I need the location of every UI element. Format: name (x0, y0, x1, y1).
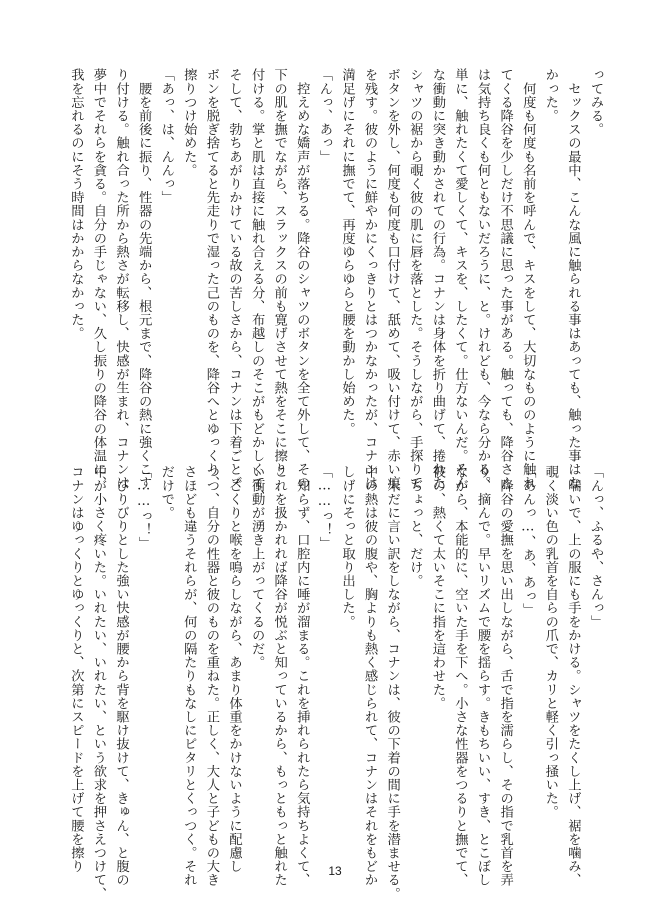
lower-text-line: 降谷の愛撫を思い出しながら、舌で指を濡らし、その指で乳首を弄 (497, 465, 513, 887)
lower-text-line: い衝動が湧き上がってくるのだ。 (249, 465, 265, 669)
upper-text-line: ボンを脱ぎ捨てると先走りで湿った己のものを、降谷へとゆっくり、 (203, 68, 219, 490)
upper-text-line: は気持ち良くも何ともないだろうに、と。けれども、今なら分かる。 (475, 68, 491, 490)
upper-text-line: ってみる。 (588, 68, 603, 136)
upper-text-line: 夢中でそれらを貪る。自分の手じゃない、久し振りの降谷の体温に、 (90, 68, 106, 490)
lower-text-line: 覗く淡い色の乳首を自らの爪で、カリと軽く引っ掻いた。 (542, 465, 558, 819)
lower-text-line: 中の熱は彼の腹や、胸よりも熱く感じられて、コナンはそれをもどか (362, 465, 378, 887)
upper-text-line: シャツの裾から覗く彼の肌に唇を落とした。そうしながら、手探りで (407, 68, 423, 490)
upper-text-line: 単に、触れたくて愛しくて、キスを、したくて。仕方ないんだ。そん (452, 68, 468, 490)
upper-text-line: 何度も何度も名前を呼んで、キスをして、大切なもののように触れ (520, 68, 536, 490)
lower-text-line: びりびりとした強い快感が腰から背を駆け抜けて、きゅん、と腹の (113, 465, 129, 887)
lower-text-line: り、摘んで。早いリズムで腰を揺らす。きもちいい、すき、とこぼし (475, 465, 491, 887)
lower-text-line: 彼の、熱くて太いそこに指を這わせた。 (429, 465, 445, 710)
upper-text-line: 控えめな嬌声が落ちる。降谷のシャツのボタンを全て外して、その (294, 68, 310, 490)
upper-text-line: 下の肌を撫でながら、スラックスの前も寛げさせて熱をそこに擦り (271, 68, 287, 476)
lower-text-line: 「あんっ…、あ、あっ」 (520, 465, 536, 617)
lower-text-line: コナンはゆっくりとゆっくりと、次第にスピードを上げて腰を擦り (68, 465, 84, 873)
upper-text-line: 付ける。掌と肌は直接に触れ合える分、布越しのそこがもどかしくて、 (249, 68, 265, 504)
upper-text-line: かった。 (542, 68, 558, 123)
upper-text-line: セックスの最中、こんな風に触られる事はあっても、触った事はな (565, 68, 581, 490)
lower-text-line: ごくりと喉を鳴らしながら、あまり体重をかけないように配慮し (226, 465, 242, 873)
upper-text-line: を残す。彼のように鮮やかにくっきりとはつかなかったが、コナンは (362, 68, 378, 490)
upper-text-line: な衝動に突き動かされての行為。コナンは身体を折り曲げて、捲れた (429, 68, 445, 490)
lower-text-line: 未だに言い訳をしながら、コナンは、彼の下着の間に手を潜ませる。 (384, 465, 400, 900)
lower-text-line: 「……っ！」 (316, 465, 332, 550)
upper-text-line: ボタンを外し、何度も何度も口付けて、舐めて、吸い付けて、赤い痕 (384, 68, 400, 490)
lower-text-line: ながら、本能的に、空いた手を下へ。小さな性器をつるりと撫でて、 (452, 465, 468, 887)
lower-text-line: 「んっ、ふるや、さんっ」 (588, 465, 603, 629)
lower-text-line: これを扱かれれば降谷が悦ぶと知っているから、もっともっと触れた (271, 465, 287, 887)
lower-text-line: 知らず、口腔内に唾が溜まる。これを挿れられたら気持ちよくて、 (294, 465, 310, 887)
page-number: 13 (328, 864, 342, 878)
lower-text-line: さほども違うそれらが、何の隔たりもなしにピタリとくっつく。それ (181, 465, 197, 887)
upper-text-line: 満足げにそれに撫でて、再度ゆらゆらと腰を動かし始めた。 (339, 68, 355, 436)
lower-text-line: しげにそっと取り出した。 (339, 465, 355, 629)
lower-text-line: つつ、自分の性器と彼のものを重ねた。正しく、大人と子どもの大き (203, 465, 219, 887)
lower-text-line: 中が小さく疼いた。いれたい、いれたい、という欲求を押さえつけて、 (90, 465, 106, 900)
lower-text-line: だけで。 (158, 465, 174, 520)
lower-text-line: 「……っ！」 (136, 465, 152, 550)
upper-text-line: 擦りつけ始めた。 (181, 68, 197, 177)
upper-text-line: 「あっ、は、んんっ」 (158, 68, 174, 204)
upper-text-line: 我を忘れるのにそう時間はかからなかった。 (68, 68, 84, 340)
lower-text-line: 喘いで、上の服にも手をかける。シャツをたくし上げ、裾を噛み、 (565, 465, 581, 887)
upper-text-line: 「んっ、あっ」 (316, 68, 332, 164)
upper-text-line: 腰を前後に振り、性器の先端から、根元まで、降谷の熱に強くこす (136, 68, 152, 490)
upper-text-line: り付ける。触れ合った所から熱さが転移し、快感が生まれ、コナンは (113, 68, 129, 490)
lower-text-line: ちょっと、だけ。 (407, 465, 423, 588)
upper-text-line: そして、勃ちあがりかけている故の苦しさから、コナンは下着ごとズ (226, 68, 242, 490)
upper-text-line: てくる降谷を少しだけ不思議に思った事がある。触っても、降谷さん (497, 68, 513, 490)
